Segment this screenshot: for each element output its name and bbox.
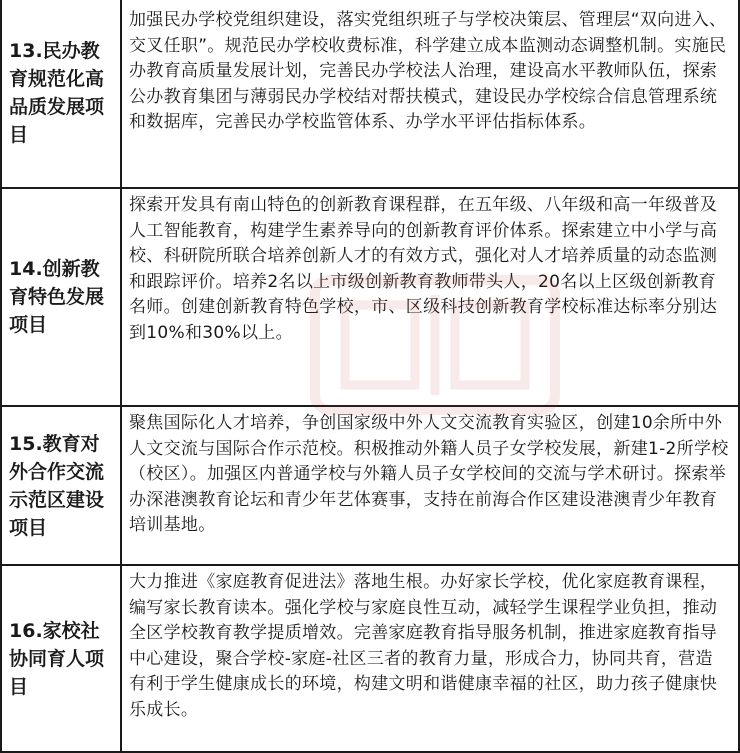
project-title-cell <box>2 407 122 564</box>
project-description: 大力推进《家庭教育促进法》落地生根。办好家长学校，优化家庭教育课程，编写家长教育读本。强化学校与家庭良性互动，减轻学生课程学业负担，推动全区学校教育教学提质增效。完善家庭教育指导服务机制，推进家庭教育指导中心建设，聚合学校-家庭-社区三者的教育力量，形成合力，协同共育，营造有利于学生健康成长的环境，构建文明和谐健康幸福的社区，助力孩子健康快乐成长。 <box>122 566 740 751</box>
project-description: 加强民办学校党组织建设，落实党组织班子与学校决策层、管理层“双向进入、交叉任职”。规范民办学校收费标准，科学建立成本监测动态调整机制。实施民办教育高质量发展计划，完善民办学校法人治理，建设高水平教师队伍，探索公办教育集团与薄弱民办学校结对帮扶模式，建设民办学校综合信息管理系统和数据库，完善民办学校监管体系、办学水平评估指标体系。 <box>122 0 740 187</box>
project-title-cell <box>2 189 122 405</box>
project-title-cell <box>2 566 122 751</box>
project-title: 14.创新教育特色发展项目 <box>9 258 105 336</box>
project-title: 13.民办教育规范化高品质发展项目 <box>9 39 105 146</box>
table-row <box>2 189 740 407</box>
project-description: 聚焦国际化人才培养，争创国家级中外人文交流教育实验区，创建10余所中外人文交流与国际合作示范校。积极推动外籍人员子女学校发展，新建1-2所学校（校区）。加强区内普通学校与外籍人员子女学校间的交流与学术研讨。探索举办深港澳教育论坛和青少年艺体赛事，支持在前海合作区建设港澳青少年教育培训基地。 <box>122 407 740 564</box>
project-title: 15.教育对外合作交流示范区建设项目 <box>9 432 105 539</box>
table-row <box>2 0 740 189</box>
project-title-cell <box>2 0 122 187</box>
project-title: 16.家校社协同育人项目 <box>9 619 105 698</box>
project-description: 探索开发具有南山特色的创新教育课程群，在五年级、八年级和高一年级普及人工智能教育，构建学生素养导向的创新教育评价体系。探索建立中小学与高校、科研院所联合培养创新人才的有效方式，强化对人才培养质量的动态监测和跟踪评价。培养2名以上市级创新教育教师带头人，20名以上区级创新教育名师。创建创新教育特色学校，市、区级科技创新教育学校标准达标率分别达到10%和30%以上。 <box>122 189 740 405</box>
table-row <box>2 407 740 566</box>
table-row <box>2 566 740 753</box>
